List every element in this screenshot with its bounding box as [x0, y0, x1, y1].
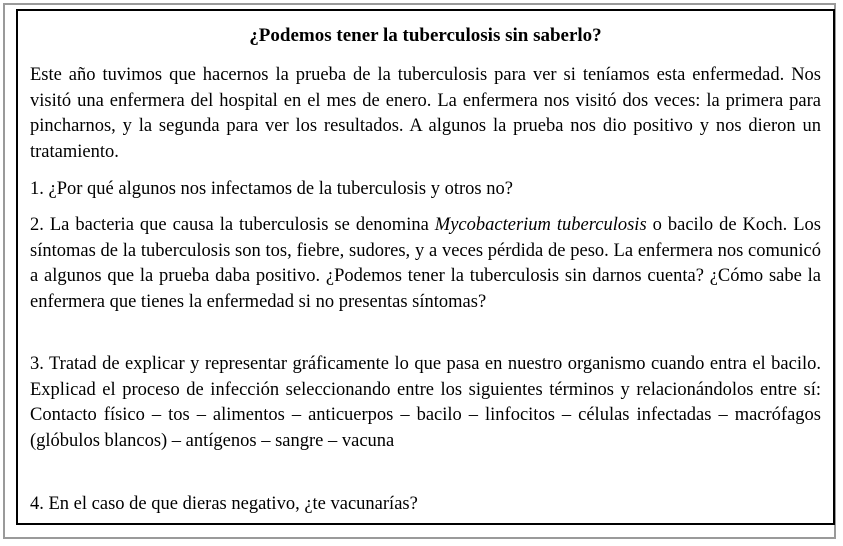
question-2-text-after: o bacilo de Koch. Los síntomas de la tuberculosis son tos, fiebre, sudores, y a veces pérdida de peso. La enfermera nos comunicó a algunos que la prueba daba positivo. ¿Podemos tener la tuberculosis sin darnos cuenta? ¿Cómo sabe la enfermera que tienes la enfermedad si no presentas síntomas? [30, 215, 821, 312]
question-1: 1. ¿Por qué algunos nos infectamos de la tuberculosis y otros no? [30, 179, 513, 199]
question-3: 3. Tratad de explicar y representar gráficamente lo que pasa en nuestro organismo cuando entra el bacilo. Explicad el proceso de infección seleccionando entre los siguientes términos y relacionándolos entre sí: Contacto físico – tos – alimentos – anticuerpos – bacilo – linfocitos – células infectadas – macrófagos (glóbulos blancos) – antígenos – sangre – vacuna [30, 354, 821, 451]
species-name: Mycobacterium tuberculosis [434, 215, 647, 235]
question-2-text-before: 2. La bacteria que causa la tuberculosis se denomina [30, 215, 435, 235]
intro-paragraph: Este año tuvimos que hacernos la prueba de la tuberculosis para ver si teníamos esta enfermedad. Nos visitó una enfermera del hospital en el mes de enero. La enfermera nos visitó dos veces: la primera para pincharnos, y la segunda para ver los resultados. A algunos la prueba nos dio positivo y nos dieron un tratamiento. [30, 65, 821, 162]
document-box [16, 9, 835, 525]
question-4: 4. En el caso de que dieras negativo, ¿te vacunarías? [30, 494, 418, 514]
document-title: ¿Podemos tener la tuberculosis sin saberlo? [249, 25, 602, 46]
question-2 [30, 213, 821, 315]
